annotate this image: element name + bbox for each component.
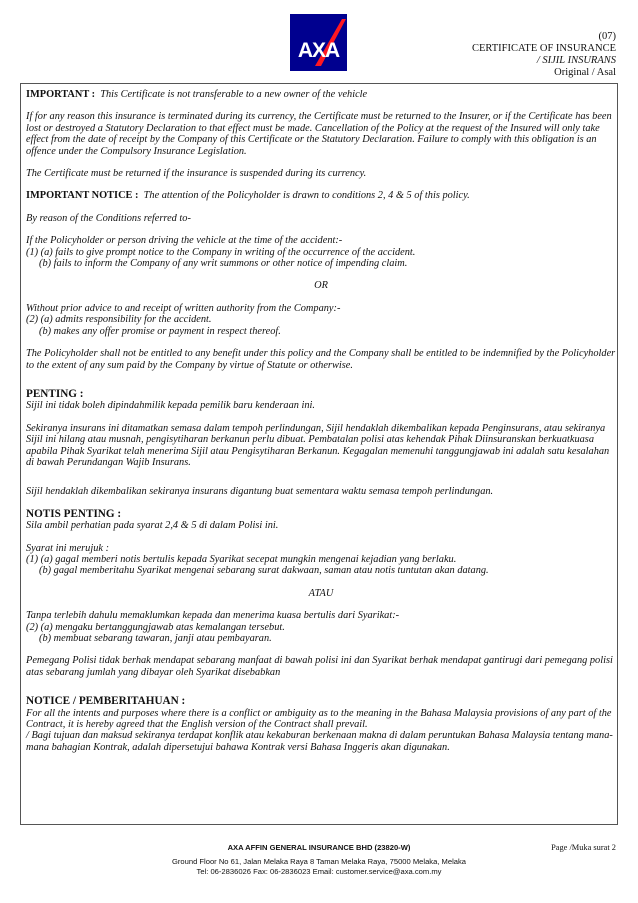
certificate-title: CERTIFICATE OF INSURANCE [471, 43, 616, 54]
axa-logo [290, 14, 347, 71]
by-reason: By reason of the Conditions referred to- [26, 212, 191, 224]
page-number: Page /Muka surat 2 [551, 843, 616, 852]
syarat-merujuk: Syarat ini merujuk : [26, 542, 110, 554]
syarat-1a: (1) (a) gagal memberi notis bertulis kepada Syarikat secepat mungkin mengenai kejadian yang berlaku. [26, 553, 457, 565]
syarat-1b: (b) gagal memberitahu Syarikat mengenai sebarang surat dakwaan, saman atau notis tuntutan akan datang. [39, 565, 489, 577]
notis-penting-label: NOTIS PENTING : [26, 507, 122, 520]
penting-text: Sijil ini tidak boleh dipindahmilik kepada pemilik baru kenderaan ini. [26, 400, 316, 412]
footer-contact: Tel: 06-2836026 Fax: 06-2836023 Email: customer.service@axa.com.my [196, 866, 442, 876]
important-text: This Certificate is not transferable to a new owner of the vehicle [100, 89, 368, 100]
para-ditamatkan: Sekiranya insurans ini ditamatkan semasa dalam tempoh perlindungan, Sijil hendaklah dikembalikan kepada Penginsurans, atau sekiranya Sijil ini hilang atau musnah, pengisytiharan berkanun perlu dibuat. Pembatalan polisi atas kehendak Pihak Diinsuranskan berkuatkuasa apabila Pihak Syarikat telah menerima Sijil atau Pengisytiharan Berkanun. Kegagalan memenuhi tanggungjawab ini adalah satu kesalahan di bawah Perundangan Wajib Insurans. [26, 422, 610, 468]
condition-2b: (b) makes any offer promise or payment in respect thereof. [39, 325, 281, 337]
tanpa-terlebih: Tanpa terlebih dahulu memaklumkan kepada dan menerima kuasa bertulis dari Syarikat:- [26, 610, 400, 622]
para-terminated: If for any reason this insurance is terminated during its currency, the Certificate must be returned to the Insurer, or if the Certificate has been lost or destroyed a Statutory Declaration to that effect must be made. Cancellation of the Policy at the request of the Insured will only take effect from the date of receipt by the Company of this Certificate or the Statutory Declaration. Failure to comply with this obligation is an offence under the Compulsory Insurance Legislation. [26, 111, 612, 157]
footer-address: Ground Floor No 61, Jalan Melaka Raya 8 Taman Melaka Raya, 75000 Melaka, Melaka [171, 857, 467, 866]
without-prior: Without prior advice to and receipt of written authority from the Company:- [26, 302, 341, 314]
atau-separator: ATAU [308, 587, 334, 599]
important-notice-line [26, 190, 616, 201]
para-not-entitled: The Policyholder shall not be entitled to any benefit under this policy and the Company shall be entitled to be indemnified by the Policyholder to the extent of any sum paid by the Company by virtue of Statute or otherwise. [26, 348, 616, 371]
certificate-header [472, 31, 616, 79]
penting-label: PENTING : [26, 387, 84, 400]
copy-type: Original / Asal [554, 67, 616, 78]
certificate-title-ms: / SIJIL INSURANS [536, 55, 616, 66]
notice-label: NOTICE / PEMBERITAHUAN : [26, 695, 186, 708]
notice-text-ms: / Bagi tujuan dan maksud sekiranya terdapat konflik atau kekaburan berkenaan makna di dalam peruntukan Bahasa Malaysia tentang mana-mana bahagian Kontrak, adalah dipersetujui bahawa Kontrak versi Bahasa Inggeris akan digunakan. [26, 730, 613, 753]
footer-company: AXA AFFIN GENERAL INSURANCE BHD (23820-W) [227, 843, 411, 852]
important-label: IMPORTANT : [26, 89, 96, 100]
para-digantung: Sijil hendaklah dikembalikan sekiranya insurans digantung buat sementara waktu semasa tempoh perlindungan. [26, 486, 494, 498]
or-separator: OR [314, 280, 328, 292]
form-code: (07) [598, 31, 616, 42]
syarat-2b: (b) membuat sebarang tawaran, janji atau pembayaran. [39, 633, 272, 644]
condition-1a: (1) (a) fails to give prompt notice to the Company in writing of the occurrence of the accident. [26, 246, 416, 258]
footer-address-block [0, 857, 638, 876]
important-notice-label: IMPORTANT NOTICE : [26, 190, 139, 202]
notice-text-en: For all the intents and purposes where there is a conflict or ambiguity as to the meaning in the Bahasa Malaysia provisions of any part of the Contract, it is hereby agreed that the English version of the Contract shall prevail. [26, 707, 612, 731]
logo-text: AXA [297, 39, 340, 62]
condition-2a: (2) (a) admits responsibility for the accident. [26, 314, 212, 326]
important-line [26, 89, 616, 100]
para-tidak-berhak: Pemegang Polisi tidak berhak mendapat sebarang manfaat di bawah polisi ini dan Syarikat berhak mendapat gantirugi dari pemegang polisi atas sebarang jumlah yang dibayar oleh Syarikat disebabkan [26, 655, 613, 678]
important-notice-text: The attention of the Policyholder is drawn to conditions 2, 4 & 5 of this policy. [143, 190, 470, 202]
syarat-2a: (2) (a) mengaku bertanggungjawab atas kemalangan tersebut. [26, 621, 285, 633]
if-policyholder: If the Policyholder or person driving the vehicle at the time of the accident:- [26, 235, 343, 247]
condition-1b: (b) fails to inform the Company of any writ summons or other notice of impending claim. [39, 258, 408, 270]
para-suspended: The Certificate must be returned if the insurance is suspended during its currency. [26, 168, 367, 180]
certificate-body [26, 89, 616, 753]
notis-penting-text: Sila ambil perhatian pada syarat 2,4 & 5 di dalam Polisi ini. [26, 520, 279, 532]
